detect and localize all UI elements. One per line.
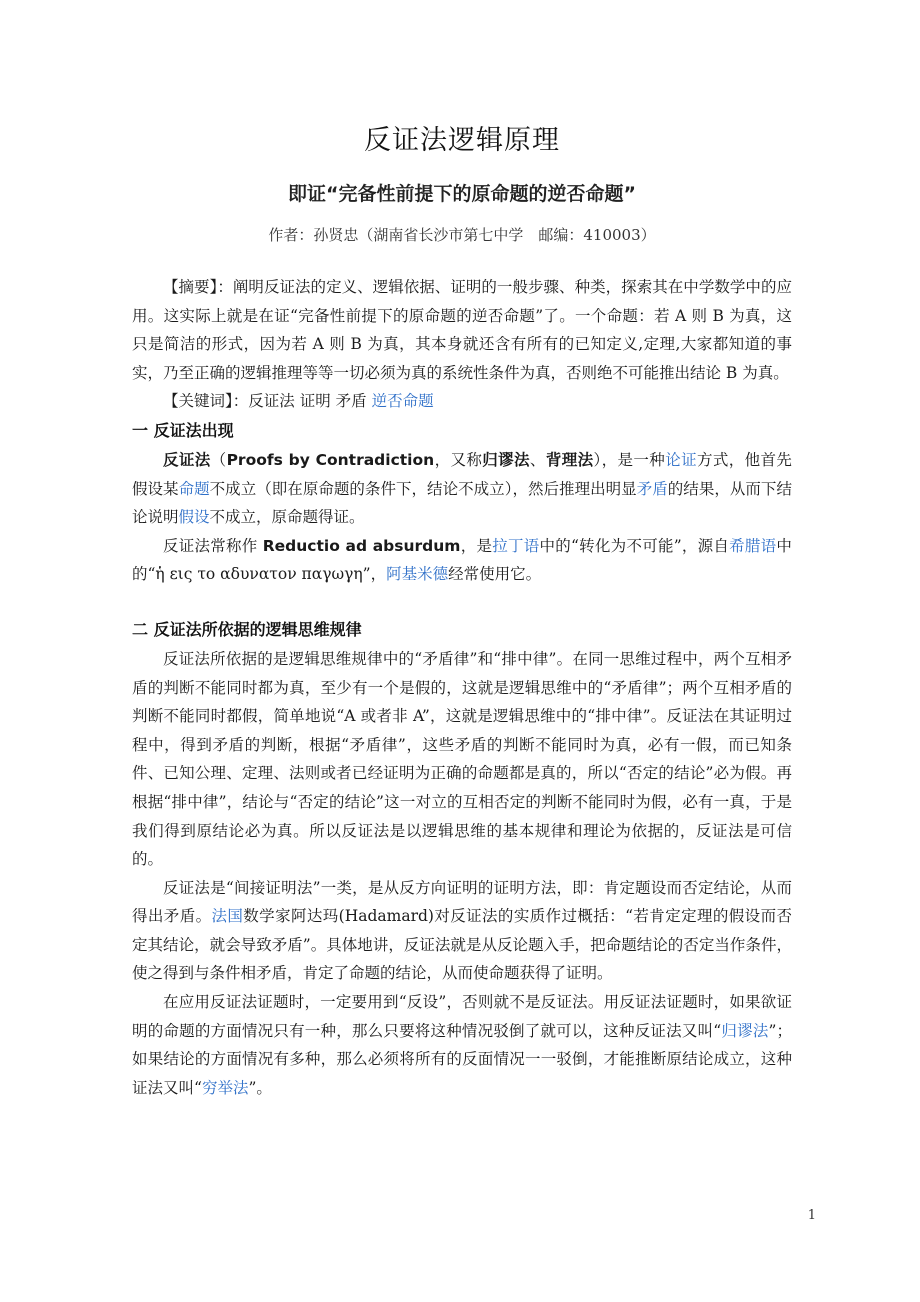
section-2-paragraph-2 [132, 874, 792, 988]
text-run: 不成立，原命题得证。 [209, 508, 365, 527]
section-2-paragraph-3 [132, 988, 792, 1102]
keywords-paragraph [132, 387, 792, 416]
link-proposition[interactable]: 命题 [178, 479, 210, 498]
section-1-paragraph-2 [132, 532, 792, 589]
text-run: 数学家阿达玛(Hadamard)对反证法的实质作过概括：“若肯定定理的假设而否定其结论，就会导致矛盾”。具体地讲，反证法就是从反论题入手，把命题结论的否定当作条件，使之得到与条件相矛盾，肯定了命题的结论，从而使命题获得了证明。 [132, 907, 792, 983]
link-france[interactable]: 法国 [211, 907, 244, 926]
link-contradiction[interactable]: 矛盾 [636, 479, 668, 498]
link-greek[interactable]: 希腊语 [729, 536, 777, 555]
text-run: 方式，他首先假设某 [132, 450, 792, 498]
text-run: 中的“转化为不可能”，源自 [539, 536, 730, 555]
text-run: 反证法是“间接证明法”一类，是从反方向证明的证明方法，即：肯定题设而否定结论，从而得出矛盾。 [132, 878, 792, 926]
section-2-paragraph-1: 反证法所依据的是逻辑思维规律中的“矛盾律”和“排中律”。在同一思维过程中，两个互相矛盾的判断不能同时都为真，至少有一个是假的，这就是逻辑思维中的“矛盾律”；两个互相矛盾的判断不能同时都假，简单地说“A 或者非 A”，这就是逻辑思维中的“排中律”。反证法在其证明过程中，得到矛盾的判断，根据“矛盾律”，这些矛盾的判断不能同时为真，必有一假，而已知条件、已知公理、定理、法则或者已经证明为正确的命题都是真的，所以“否定的结论”必为假。再根据“排中律”，结论与“否定的结论”这一对立的互相否定的判断不能同时为假，必有一真，于是我们得到原结论必为真。所以反证法是以逻辑思维的基本规律和理论为依据的，反证法是可信的。 [132, 649, 792, 869]
text-run: 的结果，从而下结论说明 [132, 479, 792, 527]
document-subtitle: 即证“完备性前提下的原命题的逆否命题” [288, 183, 636, 205]
link-latin[interactable]: 拉丁语 [492, 536, 540, 555]
link-exhaustion[interactable]: 穷举法 [201, 1078, 249, 1097]
term-reductio: 归谬法 [482, 450, 530, 469]
abstract-paragraph [132, 273, 792, 387]
link-argument[interactable]: 论证 [665, 450, 697, 469]
abstract-label: 【摘要】 [163, 278, 218, 296]
keyword-link-converse[interactable]: 逆否命题 [371, 392, 434, 411]
section-2-heading: 二 反证法所依据的逻辑思维规律 [132, 619, 362, 639]
text-run: 反证法常称作 [163, 536, 263, 555]
text-run: ”。 [248, 1078, 272, 1097]
link-archimedes[interactable]: 阿基米德 [386, 565, 449, 584]
text-run: 中的“ἡ εις το αδυνατον παγωγη”， [132, 536, 792, 584]
link-hypothesis[interactable]: 假设 [178, 508, 210, 527]
document-page [132, 100, 792, 1102]
text-run: 不成立（即在原命题的条件下，结论不成立），然后推理出明显 [209, 479, 637, 498]
text-run: ”；如果结论的方面情况有多种，那么必须将所有的反面情况一一驳倒，才能推断原结论成立，这种证法又叫“ [132, 1021, 792, 1097]
term-english: Proofs by Contradiction [226, 450, 435, 469]
text-run: ，是 [460, 536, 493, 555]
text-run: （ [210, 450, 227, 469]
keywords-text: ：反证法 证明 矛盾 [232, 392, 372, 411]
section-1-heading: 一 反证法出现 [132, 420, 234, 440]
section-1-paragraph-1 [132, 446, 792, 532]
text-run: 经常使用它。 [448, 565, 542, 584]
text-run: ，又称 [434, 450, 483, 469]
link-reductio[interactable]: 归谬法 [721, 1021, 769, 1040]
author-line: 作者：孙贤忠（湖南省长沙市第七中学 邮编：410003） [268, 226, 656, 244]
document-title: 反证法逻辑原理 [364, 125, 560, 156]
page-number: 1 [807, 1208, 816, 1223]
term-proof-by-contradiction: 反证法 [163, 450, 211, 469]
text-run: ），是一种 [593, 450, 666, 469]
term-reductio-ad-absurdum: Reductio ad absurdum [262, 536, 461, 555]
abstract-text: ：阐明反证法的定义、逻辑依据、证明的一般步骤、种类，探索其在中学数学中的应用。这实际上就是在证“完备性前提下的原命题的逆否命题”了。一个命题：若 A 则 B 为真，这只是简洁的形式，因为若 A 则 B 为真，其本身就还含有所有的已知定义,定理,大家都知道的事实，乃至正确的逻辑推理等等一切必须为真的系统性条件为真，否则绝不可能推出结论 B 为真。 [132, 278, 792, 382]
keywords-label: 【关键词】 [163, 392, 233, 411]
text-run: 、 [529, 450, 546, 469]
text-run: 在应用反证法证题时，一定要用到“反设”，否则就不是反证法。用反证法证题时，如果欲证明的命题的方面情况只有一种，那么只要将这种情况驳倒了就可以，这种反证法又叫“ [132, 993, 792, 1040]
term-beili: 背理法 [545, 450, 594, 469]
